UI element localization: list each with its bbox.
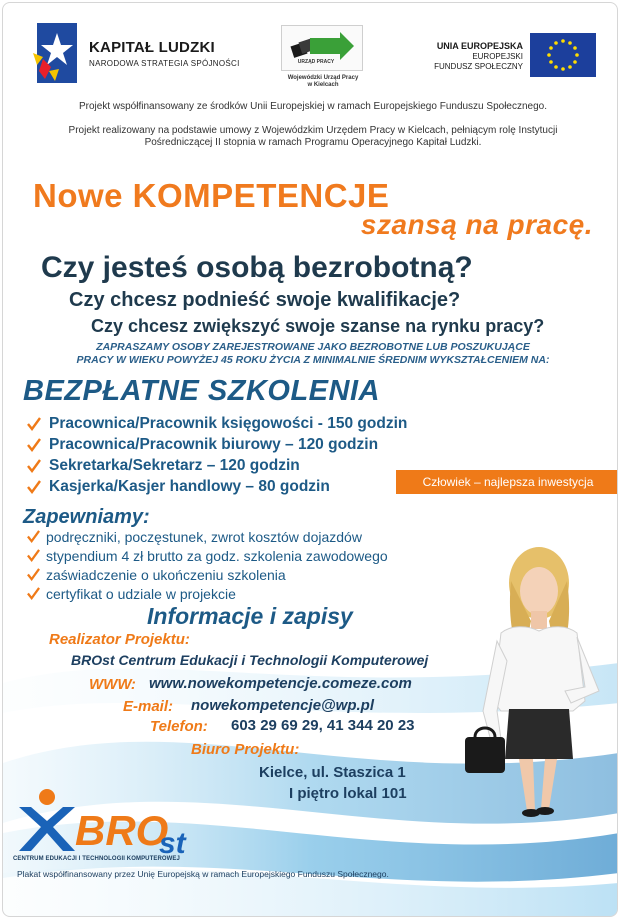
invite-text <box>23 341 603 367</box>
checkmark-icon <box>27 438 41 452</box>
kapital-ludzki-star-icon <box>33 23 81 83</box>
course-item <box>27 436 497 457</box>
checkmark-icon <box>27 459 41 473</box>
phone-label: Telefon: <box>150 718 208 735</box>
benefit-item <box>27 528 497 547</box>
benefit-label: podręczniki, poczęstunek, zwrot kosztów dojazdów <box>46 529 362 545</box>
course-label: Pracownica/Pracownik księgowości - 150 godzin <box>49 415 408 432</box>
wup-name-line2: w Kielcach <box>307 82 339 88</box>
benefits-title: Zapewniamy: <box>23 506 150 528</box>
headline-subtitle: szansą na pracę. <box>360 209 593 240</box>
eu-logo-line1: UNIA EUROPEJSKA <box>436 41 523 51</box>
intro-agreement-line2: Pośredniczącej II stopnia w ramach Programu Operacyjnego Kapitał Ludzki. <box>144 137 482 148</box>
realizator-label: Realizator Projektu: <box>49 631 190 648</box>
tagline-banner: Człowiek – najlepsza inwestycja <box>396 470 618 494</box>
wup-logo-box <box>281 25 363 71</box>
wup-name <box>279 75 367 89</box>
realizator-value: BROst Centrum Edukacji i Technologii Komputerowej <box>71 652 429 668</box>
intro-cofinance: Projekt współfinansowany ze środków Unii Europejskiej w ramach Europejskiego Funduszu Społecznego. <box>78 101 548 112</box>
info-title: Informacje i zapisy <box>147 603 353 629</box>
checkmark-icon <box>27 549 40 562</box>
brost-logo-suffix: st <box>159 827 186 860</box>
course-label: Kasjerka/Kasjer handlowy – 80 godzin <box>49 478 330 495</box>
invite-line1: ZAPRASZAMY OSOBY ZAREJESTROWANE JAKO BEZROBOTNE LUB POSZUKUJĄCE <box>96 341 530 353</box>
www-label: WWW: <box>89 676 136 693</box>
benefit-label: stypendium 4 zł brutto za godz. szkolenia zawodowego <box>46 548 388 564</box>
checkmark-icon <box>27 587 40 600</box>
checkmark-icon <box>27 530 40 543</box>
eu-logo-line3: FUNDUSZ SPOŁECZNY <box>434 62 523 71</box>
kapital-ludzki-subtitle: NARODOWA STRATEGIA SPÓJNOŚCI <box>89 59 240 68</box>
office-address-line1: Kielce, ul. Staszica 1 <box>259 764 406 781</box>
kapital-ludzki-title: KAPITAŁ LUDZKI <box>89 39 215 56</box>
brost-subtitle: CENTRUM EDUKACJI I TECHNOLOGII KOMPUTEROWEJ <box>13 856 180 862</box>
course-item <box>27 415 497 436</box>
benefit-item <box>27 585 497 604</box>
office-label: Biuro Projektu: <box>191 741 300 758</box>
benefit-item <box>27 547 497 566</box>
benefit-label: zaświadczenie o ukończeniu szkolenia <box>46 567 286 583</box>
question-job-chances: Czy chcesz zwiększyć swoje szanse na rynku pracy? <box>91 316 545 336</box>
email-label: E-mail: <box>123 698 174 715</box>
phone-value: 603 29 69 29, 41 344 20 23 <box>231 717 415 734</box>
intro-agreement-line1: Projekt realizowany na podstawie umowy z Wojewódzkim Urzędem Pracy w Kielcach, pełniącym rolę Instytucji <box>68 125 558 136</box>
headline-title: Nowe KOMPETENCJE <box>33 177 390 214</box>
checkmark-icon <box>27 568 40 581</box>
eu-logo-line2: EUROPEJSKI <box>472 52 523 61</box>
benefit-list <box>27 528 497 604</box>
benefit-label: certyfikat o udziale w projekcie <box>46 586 236 602</box>
question-qualifications: Czy chcesz podnieść swoje kwalifikacje? <box>69 289 461 311</box>
brost-logo <box>11 787 211 867</box>
question-unemployed: Czy jesteś osobą bezrobotną? <box>41 251 473 284</box>
kapital-ludzki-logo <box>31 21 246 83</box>
wup-logo <box>279 25 367 91</box>
eu-logo <box>423 31 598 81</box>
wup-box-text: URZĄD PRACY <box>297 59 335 65</box>
course-label: Pracownica/Pracownik biurowy – 120 godzin <box>49 436 379 453</box>
footer-note: Plakat współfinansowany przez Unię Europejską w ramach Europejskiego Funduszu Społecznego. <box>17 869 389 879</box>
poster <box>2 2 618 917</box>
office-address-line2: I piętro lokal 101 <box>289 785 407 802</box>
checkmark-icon <box>27 417 41 431</box>
benefit-item <box>27 566 497 585</box>
course-label: Sekretarka/Sekretarz – 120 godzin <box>49 457 300 474</box>
email-link[interactable]: nowekompetencje@wp.pl <box>191 697 374 714</box>
brost-logo-text: BRO <box>75 807 169 854</box>
free-trainings-title: BEZPŁATNE SZKOLENIA <box>23 375 380 407</box>
businesswoman-photo <box>461 541 611 821</box>
www-link[interactable]: www.nowekompetencje.comeze.com <box>149 675 412 692</box>
eu-flag-icon <box>530 33 596 77</box>
wup-name-line1: Wojewódzki Urząd Pracy <box>287 75 359 81</box>
invite-line2: PRACY W WIEKU POWYŻEJ 45 ROKU ŻYCIA Z MINIMALNIE ŚREDNIM WYKSZTAŁCENIEM NA: <box>76 354 550 366</box>
checkmark-icon <box>27 480 41 494</box>
